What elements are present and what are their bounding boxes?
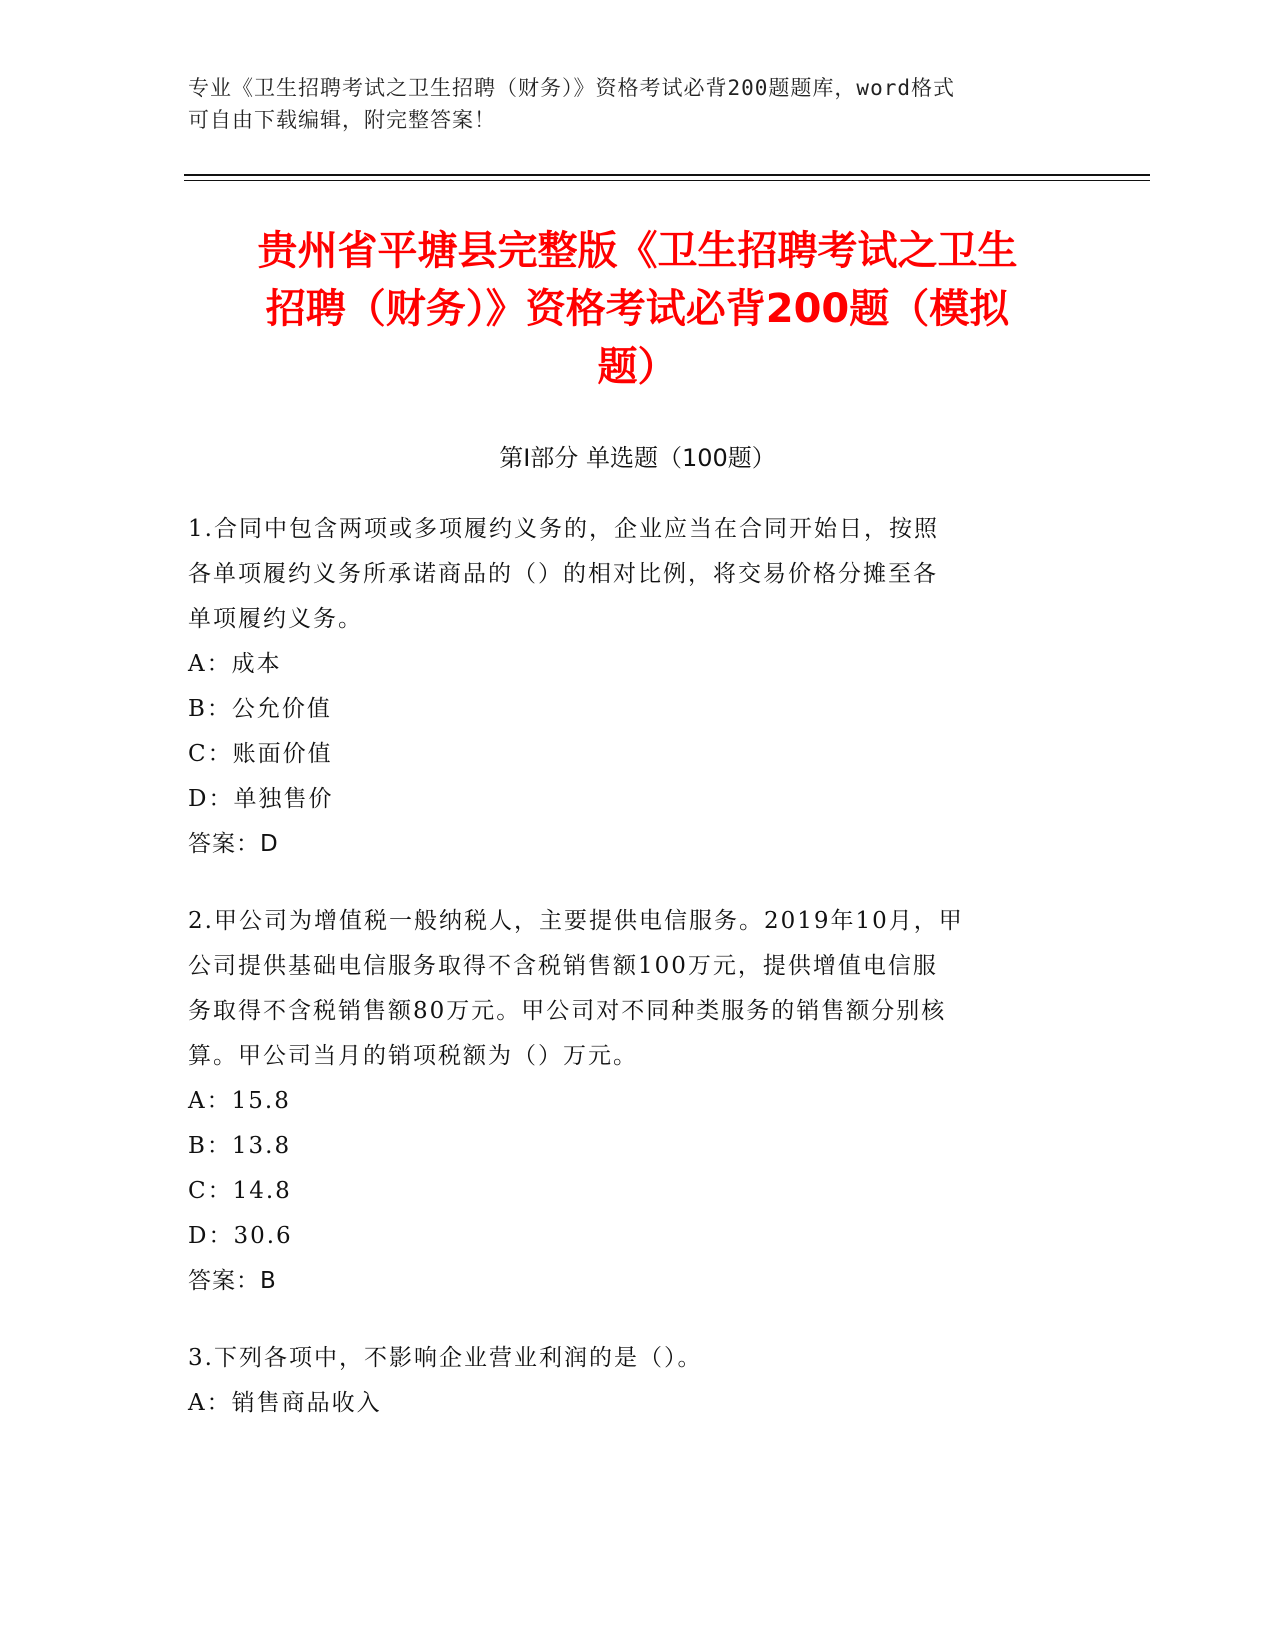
section-heading: 第Ⅰ部分 单选题（100题） [499,444,776,472]
question-text-line: 各单项履约义务所承诺商品的（）的相对比例，将交易价格分摊至各 [188,561,938,587]
option-d: D：30.6 [188,1223,293,1249]
option-b: B：公允价值 [188,696,332,722]
answer-key: 答案：D [188,831,279,857]
header-divider-thick [184,174,1150,176]
question-text-line: 务取得不含税销售额80万元。甲公司对不同种类服务的销售额分别核 [188,998,947,1024]
question-text-line: 单项履约义务。 [188,606,363,632]
option-a: A：15.8 [188,1088,291,1114]
question-text-line: 1.合同中包含两项或多项履约义务的，企业应当在合同开始日，按照 [188,516,939,542]
question-text-line: 3.下列各项中，不影响企业营业利润的是（）。 [188,1345,703,1371]
document-title [150,222,1125,396]
option-a: A：成本 [188,651,282,677]
question-text-line: 公司提供基础电信服务取得不含税销售额100万元，提供增值电信服 [188,953,938,979]
header-note [188,72,1078,136]
document-title-line-3: 题） [597,344,678,390]
header-note-line-1: 专业《卫生招聘考试之卫生招聘（财务）》资格考试必背200题题库，word格式 [188,76,955,100]
question-1 [188,507,1068,867]
option-c: C：14.8 [188,1178,292,1204]
header-divider-thin [184,180,1150,181]
question-2 [188,899,1068,1304]
option-c: C：账面价值 [188,741,333,767]
answer-key: 答案：B [188,1268,277,1294]
header-note-line-2: 可自由下载编辑，附完整答案！ [188,108,496,132]
option-b: B：13.8 [188,1133,292,1159]
question-3 [188,1336,1068,1426]
document-title-line-1: 贵州省平塘县完整版《卫生招聘考试之卫生 [257,228,1018,274]
question-text-line: 2.甲公司为增值税一般纳税人，主要提供电信服务。2019年10月，甲 [188,908,964,934]
option-d: D：单独售价 [188,786,334,812]
question-text-line: 算。甲公司当月的销项税额为（）万元。 [188,1043,638,1069]
option-a: A：销售商品收入 [188,1390,382,1416]
document-title-line-2: 招聘（财务）》资格考试必背200题（模拟 [265,286,1010,332]
